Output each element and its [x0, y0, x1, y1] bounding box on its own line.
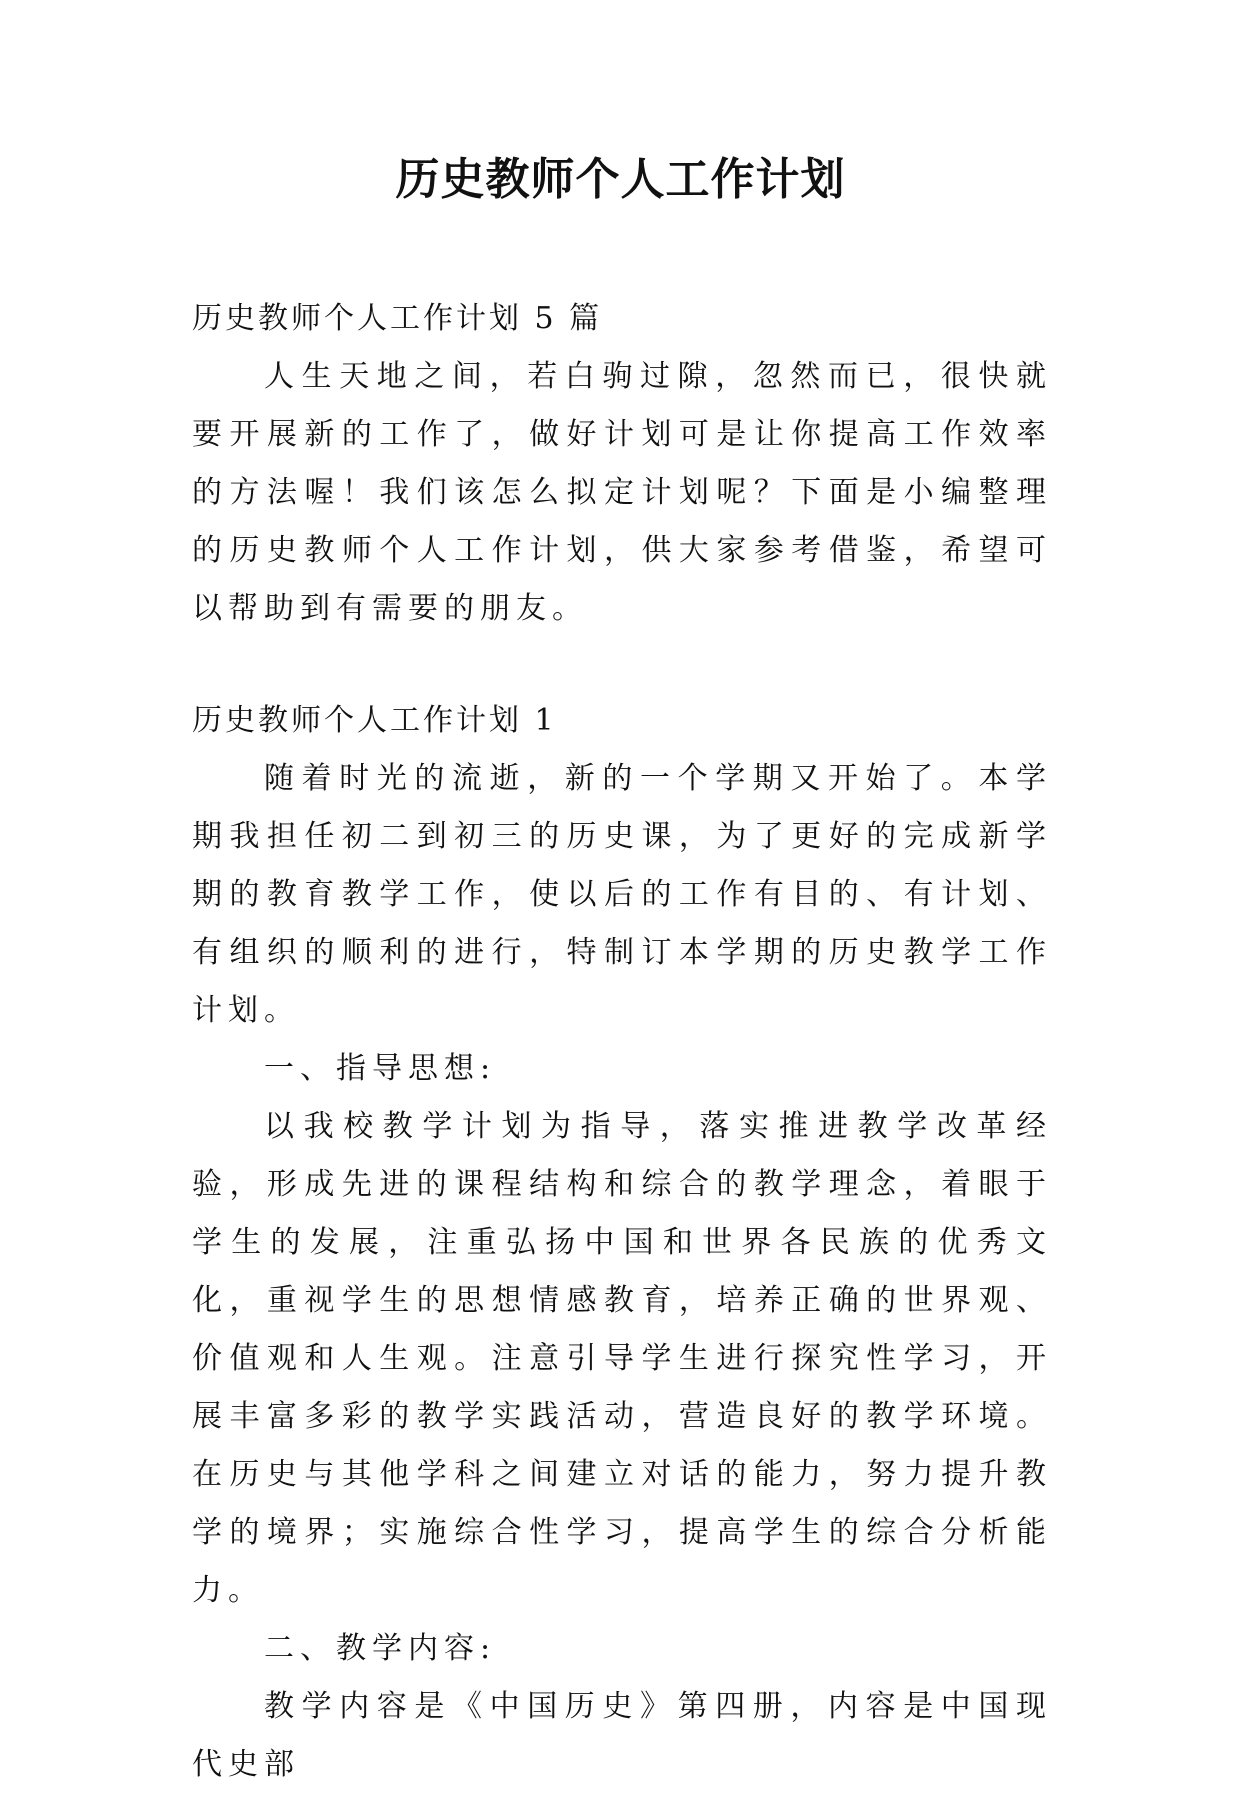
guiding-paragraph: 以我校教学计划为指导，落实推进教学改革经验，形成先进的课程结构和综合的教学理念，着眼于学生的发展，注重弘扬中国和世界各民族的优秀文化，重视学生的思想情感教育，培养正确的世界观、价值观和人生观。注意引导学生进行探究性学习，开展丰富多彩的教学实践活动，营造良好的教学环境。在历史与其他学科之间建立对话的能力，努力提升教学的境界；实施综合性学习，提高学生的综合分析能力。 [192, 1109, 1052, 1608]
document-subtitle: 历史教师个人工作计划 5 篇 [192, 301, 603, 336]
guiding-heading: 一、指导思想: [264, 1051, 497, 1086]
document-body [192, 290, 1052, 1794]
section-paragraph: 随着时光的流逝，新的一个学期又开始了。本学期我担任初二到初三的历史课，为了更好的完成新学期的教育教学工作，使以后的工作有目的、有计划、有组织的顺利的进行，特制订本学期的历史教学工作计划。 [192, 761, 1052, 1028]
intro-paragraph: 人生天地之间，若白驹过隙，忽然而已，很快就要开展新的工作了，做好计划可是让你提高工作效率的方法喔！我们该怎么拟定计划呢？下面是小编整理的历史教师个人工作计划，供大家参考借鉴，希望可以帮助到有需要的朋友。 [192, 359, 1052, 626]
document-title: 历史教师个人工作计划 [395, 154, 846, 205]
section-heading: 历史教师个人工作计划 1 [192, 703, 557, 738]
content-heading: 二、教学内容: [264, 1631, 497, 1666]
content-paragraph: 教学内容是《中国历史》第四册，内容是中国现代史部 [192, 1689, 1052, 1782]
section-spacer [192, 638, 1052, 692]
